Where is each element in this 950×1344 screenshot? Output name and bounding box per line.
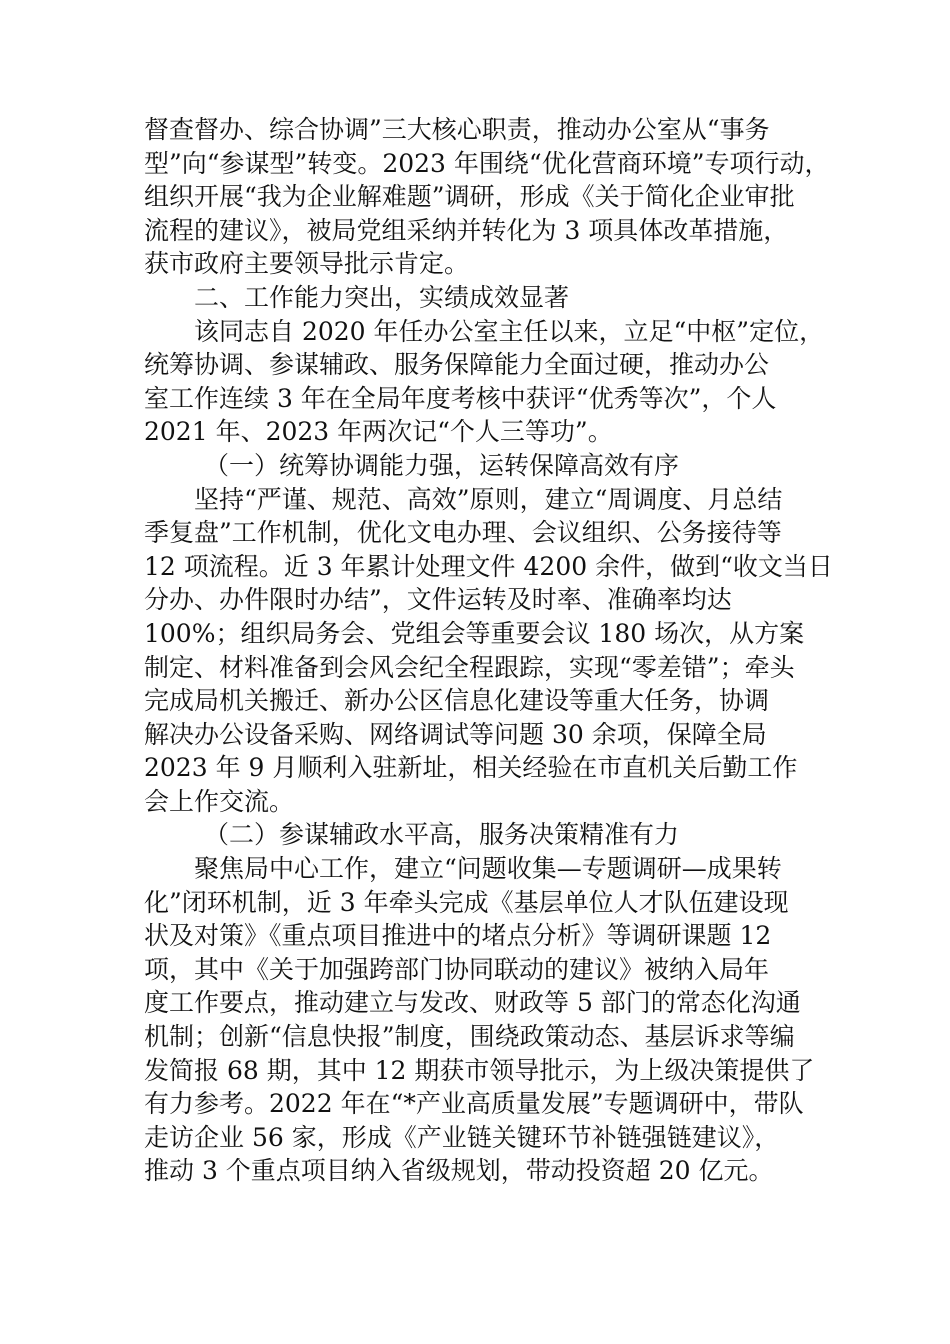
text-line: 有力参考。2022 年在“*产业高质量发展”专题调研中，带队 (144, 1089, 804, 1119)
text-line: 获市政府主要领导批示肯定。 (144, 249, 470, 279)
text-line: 统筹协调、参谋辅政、服务保障能力全面过硬，推动办公 (144, 350, 770, 380)
text-line: 2023 年 9 月顺利入驻新址，相关经验在市直机关后勤工作 (144, 753, 798, 783)
text-line: 该同志自 2020 年任办公室主任以来，立足“中枢”定位， (194, 316, 825, 346)
text-line: 2021 年、2023 年两次记“个人三等功”。 (144, 417, 613, 447)
text-line: 组织开展“我为企业解难题”调研，形成《关于简化企业审批 (144, 182, 795, 212)
document-body (144, 113, 833, 1188)
text-line: 项，其中《关于加强跨部门协同联动的建议》被纳入局年 (144, 954, 770, 984)
text-line: 分办、办件限时办结”，文件运转及时率、准确率均达 (144, 585, 732, 615)
text-line: 制定、材料准备到会风会纪全程跟踪，实现“零差错”；牵头 (144, 652, 795, 682)
subsection-heading: （二）参谋辅政水平高，服务决策精准有力 (204, 820, 680, 850)
text-line: 机制；创新“信息快报”制度，围绕政策动态、基层诉求等编 (144, 1022, 795, 1052)
text-line: 状及对策》《重点项目推进中的堵点分析》等调研课题 12 (144, 921, 772, 951)
text-line: 度工作要点，推动建立与发改、财政等 5 部门的常态化沟通 (144, 988, 801, 1018)
text-line: 坚持“严谨、规范、高效”原则，建立“周调度、月总结 (194, 484, 783, 514)
text-line: 流程的建议》，被局党组采纳并转化为 3 项具体改革措施， (144, 215, 789, 245)
text-line: 走访企业 56 家，形成《产业链关键环节补链强链建议》， (144, 1122, 780, 1152)
text-line: 化”闭环机制，近 3 年牵头完成《基层单位人才队伍建设现 (144, 887, 789, 917)
text-line: 型”向“参谋型”转变。2023 年围绕“优化营商环境”专项行动， (144, 148, 830, 178)
subsection-heading: （一）统筹协调能力强，运转保障高效有序 (204, 450, 680, 480)
text-line: 解决办公设备采购、网络调试等问题 30 余项，保障全局 (144, 719, 767, 749)
text-line: 会上作交流。 (144, 786, 295, 816)
text-line: 12 项流程。近 3 年累计处理文件 4200 余件，做到“收文当日 (144, 551, 833, 581)
text-line: 季复盘”工作机制，优化文电办理、会议组织、公务接待等 (144, 518, 782, 548)
text-line: 完成局机关搬迁、新办公区信息化建设等重大任务，协调 (144, 686, 770, 716)
section-heading: 二、工作能力突出，实绩成效显著 (194, 282, 570, 312)
text-line: 推动 3 个重点项目纳入省级规划，带动投资超 20 亿元。 (144, 1156, 774, 1186)
text-line: 100%；组织局务会、党组会等重要会议 180 场次，从方案 (144, 618, 805, 648)
text-line: 督查督办、综合协调”三大核心职责，推动办公室从“事务 (144, 115, 770, 144)
text-line: 发简报 68 期，其中 12 期获市领导批示，为上级决策提供了 (144, 1055, 815, 1085)
text-line: 聚焦局中心工作，建立“问题收集—专题调研—成果转 (194, 854, 782, 884)
text-line: 室工作连续 3 年在全局年度考核中获评“优秀等次”，个人 (144, 383, 777, 413)
